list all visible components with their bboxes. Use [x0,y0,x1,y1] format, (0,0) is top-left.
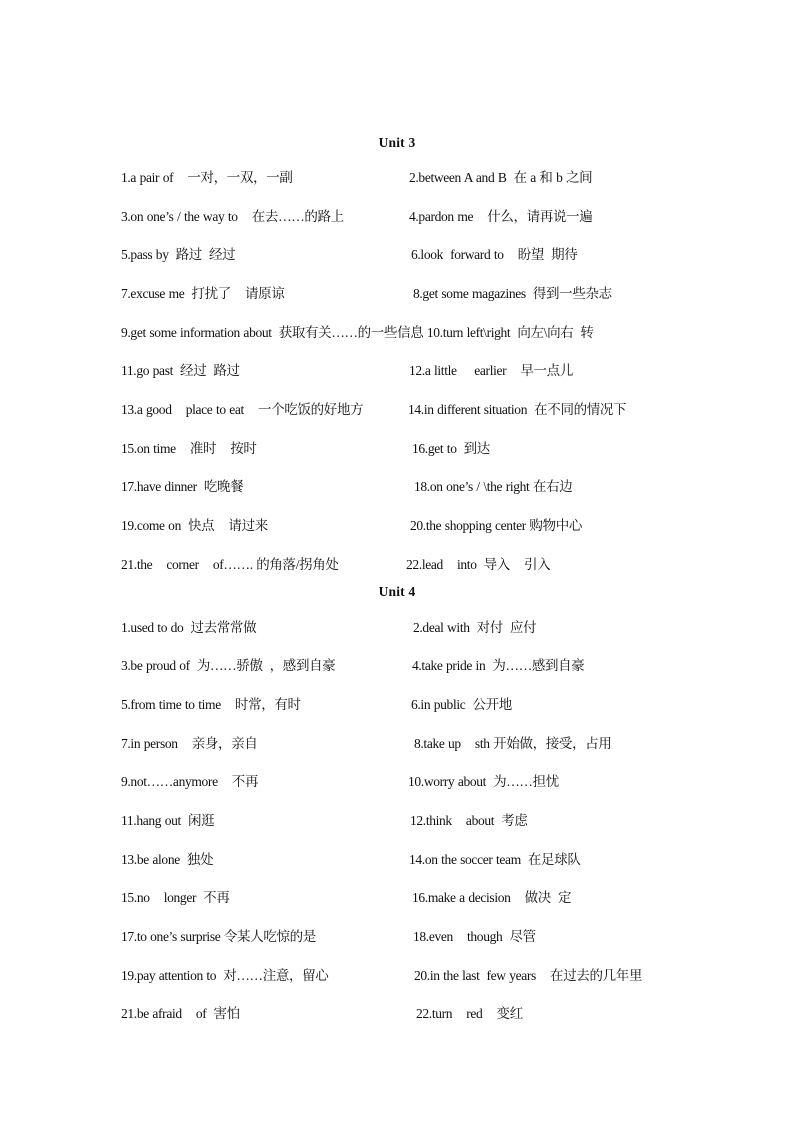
unit-3-phrase-5: 5.pass by 路过 经过 [121,247,236,262]
unit-3-phrase-1: 1.a pair of 一对，一双，一副 [121,170,293,185]
unit-4-phrase-15: 15.no longer 不再 [121,890,230,905]
unit-4-phrase-3: 3.be proud of 为……骄傲 ，感到自豪 [121,658,336,673]
unit-3-phrase-16: 16.get to 到达 [412,441,490,456]
unit-3-row-11 [0,553,794,573]
unit-4-row-4 [0,732,794,752]
unit-4-row-3 [0,693,794,713]
unit-4-row-10 [0,964,794,984]
unit-3-row-7 [0,398,794,418]
unit-3-row-6 [0,359,794,379]
unit-4-phrase-9: 9.not……anymore 不再 [121,774,259,789]
unit-3-phrase-12: 12.a little earlier 早一点儿 [409,363,573,378]
unit-4-phrase-5: 5.from time to time 时常，有时 [121,697,301,712]
unit-3-phrase-20: 20.the shopping center 购物中心 [410,518,583,533]
unit-4-row-1 [0,616,794,636]
unit-4-row-9 [0,925,794,945]
unit-3-phrase-3: 3.on one’s / the way to 在去……的路上 [121,209,344,224]
unit-3-row-8 [0,437,794,457]
unit-3-phrase-7: 7.excuse me 打扰了 请原谅 [121,286,285,301]
unit-4-phrase-4: 4.take pride in 为……感到自豪 [412,658,585,673]
unit-3-phrase-17: 17.have dinner 吃晚餐 [121,479,244,494]
unit-4-phrase-16: 16.make a decision 做决 定 [412,890,572,905]
unit-4-phrase-22: 22.turn red 变红 [416,1006,523,1021]
unit-3-row-10 [0,514,794,534]
unit-4-phrase-20: 20.in the last few years 在过去的几年里 [414,968,643,983]
unit-4-phrase-11: 11.hang out 闲逛 [121,813,215,828]
unit-3-phrase-18: 18.on one’s / \the right 在右边 [414,479,573,494]
unit-3-row-1 [0,166,794,186]
unit-4-row-2 [0,654,794,674]
unit-3-phrase-9-10: 9.get some information about 获取有关……的一些信息 10.turn left\right 向左\向右 转 [121,325,594,340]
unit-4-phrase-10: 10.worry about 为……担忧 [408,774,559,789]
unit-3-phrase-19: 19.come on 快点 请过来 [121,518,268,533]
unit-4-phrase-19: 19.pay attention to 对……注意，留心 [121,968,329,983]
unit-3-row-9 [0,475,794,495]
unit-3-phrase-8: 8.get some magazines 得到一些杂志 [413,286,612,301]
unit-4-row-7 [0,848,794,868]
unit-4-phrase-1: 1.used to do 过去常常做 [121,620,257,635]
unit-3-row-5 [0,321,794,341]
unit-3-phrase-6: 6.look forward to 盼望 期待 [411,247,578,262]
unit-3-phrase-11: 11.go past 经过 路过 [121,363,240,378]
unit-3-phrase-22: 22.lead into 导入 引入 [406,557,551,572]
unit-4-phrase-6: 6.in public 公开地 [411,697,512,712]
unit-4-phrase-8: 8.take up sth 开始做，接受，占用 [414,736,612,751]
unit-4-phrase-13: 13.be alone 独处 [121,852,214,867]
unit-4-row-11 [0,1002,794,1022]
unit-4-row-6 [0,809,794,829]
unit-4-phrase-12: 12.think about 考虑 [410,813,528,828]
unit-4-row-5 [0,770,794,790]
unit-3-phrase-15: 15.on time 准时 按时 [121,441,257,456]
unit-4-title: Unit 4 [378,584,416,599]
unit-3-phrase-21: 21.the corner of……. 的角落/拐角处 [121,557,339,572]
unit-4-row-8 [0,886,794,906]
unit-3-phrase-14: 14.in different situation 在不同的情况下 [408,402,627,417]
unit-3-phrase-2: 2.between A and B 在 a 和 b 之间 [409,170,593,185]
unit-3-phrase-4: 4.pardon me 什么，请再说一遍 [409,209,593,224]
unit-4-phrase-7: 7.in person 亲身，亲自 [121,736,258,751]
unit-3-row-2 [0,205,794,225]
unit-4-phrase-21: 21.be afraid of 害怕 [121,1006,240,1021]
unit-4-phrase-14: 14.on the soccer team 在足球队 [409,852,581,867]
unit-3-title: Unit 3 [378,135,416,150]
unit-4-phrase-2: 2.deal with 对付 应付 [413,620,537,635]
unit-4-phrase-17: 17.to one’s surprise 令某人吃惊的是 [121,929,316,944]
unit-3-phrase-13: 13.a good place to eat 一个吃饭的好地方 [121,402,364,417]
unit-3-row-4 [0,282,794,302]
unit-4-phrase-18: 18.even though 尽管 [413,929,536,944]
unit-3-row-3 [0,243,794,263]
